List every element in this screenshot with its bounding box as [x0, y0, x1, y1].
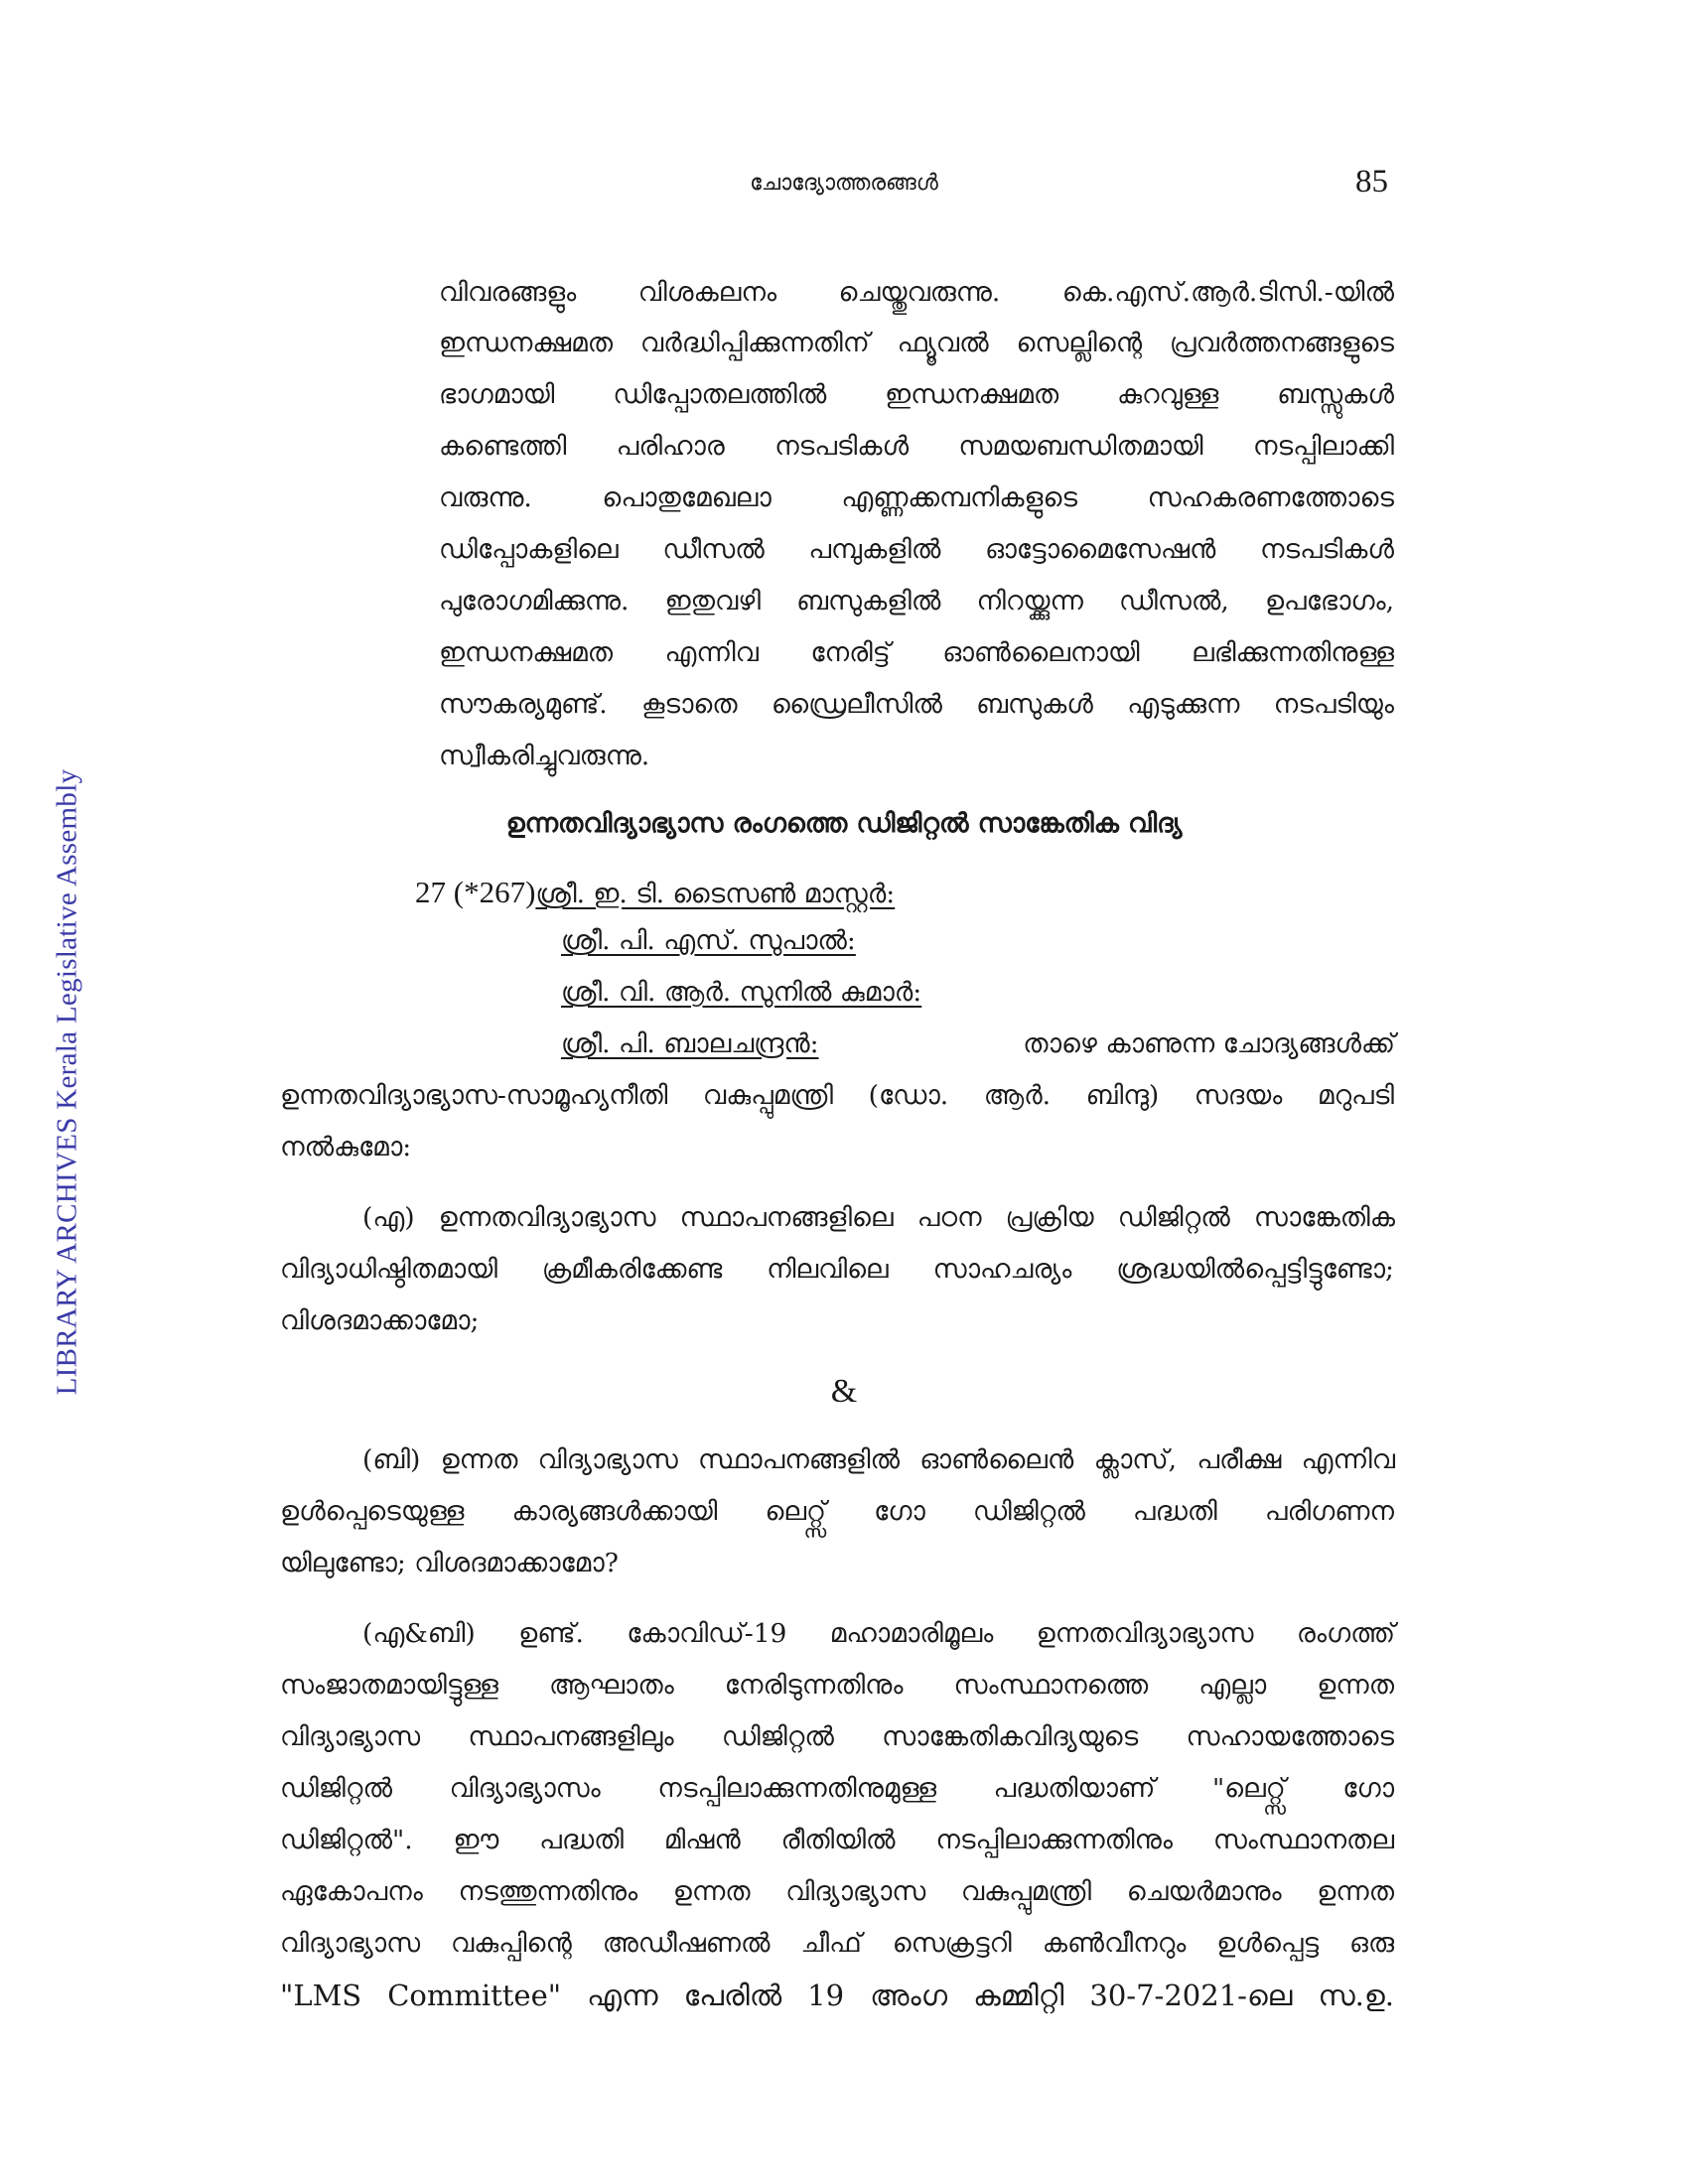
member-name: ശ്രീ. പി. ബാലചന്ദ്രൻ: — [561, 1028, 819, 1059]
text-line: ഉൾപ്പെടെയുള്ള കാര്യങ്ങൾക്കായി ലെറ്റ്സ് ഗോ ഡിജിറ്റൽ പദ്ധതി പരിഗണന — [280, 1496, 1394, 1527]
text-line: വിദ്യാഭ്യാസ വകുപ്പിന്റെ അഡീഷണൽ ചീഫ് സെക്രട്ടറി കൺവീനറും ഉൾപ്പെട്ട ഒരു — [280, 1928, 1394, 1959]
question-number — [415, 877, 895, 908]
text-line: കണ്ടെത്തി പരിഹാര നടപടികൾ സമയബന്ധിതമായി നടപ്പിലാക്കി — [439, 431, 1394, 462]
text-line: ഇന്ധനക്ഷമത വർദ്ധിപ്പിക്കുന്നതിന് ഫ്യൂവൽ സെല്ലിന്റെ പ്രവർത്തനങ്ങളുടെ — [439, 328, 1394, 358]
page-number: 85 — [1355, 164, 1388, 200]
text-line: ഭാഗമായി ഡിപ്പോതലത്തിൽ ഇന്ധനക്ഷമത കുറവുള്ള ബസ്സുകൾ — [439, 379, 1394, 410]
running-head: ചോദ്യോത്തരങ്ങൾ — [750, 171, 938, 196]
section-title: ഉന്നതവിദ്യാഭ്യാസ രംഗത്തെ ഡിജിറ്റൽ സാങ്കേതിക വിദ്യ — [505, 808, 1183, 839]
member-name: ശ്രീ. ഇ. ടി. ടൈസൺ മാസ്റ്റർ: — [535, 879, 896, 909]
archive-watermark-text: LIBRARY ARCHIVES Kerala Legislative Assembly — [51, 768, 83, 1396]
question-intro-line: നൽകുമോ: — [280, 1132, 412, 1162]
text-line: വിദ്യാധിഷ്ഠിതമായി ക്രമീകരിക്കേണ്ട നിലവിലെ സാഹചര്യം ശ്രദ്ധയിൽപ്പെട്ടിട്ടുണ്ടോ; — [280, 1254, 1394, 1285]
text-line: സ്വീകരിച്ചുവരുന്നു. — [439, 741, 650, 771]
text-line: (ബി) ഉന്നത വിദ്യാഭ്യാസ സ്ഥാപനങ്ങളിൽ ഓൺലൈൻ ക്ലാസ്, പരീക്ഷ എന്നിവ — [362, 1444, 1395, 1475]
question-intro-line: ഉന്നതവിദ്യാഭ്യാസ-സാമൂഹ്യനീതി വകുപ്പുമന്ത്രി (ഡോ. ആർ. ബിന്ദു) സദയം മറുപടി — [280, 1080, 1394, 1111]
text-line: ഡിജിറ്റൽ". ഈ പദ്ധതി മിഷൻ രീതിയിൽ നടപ്പിലാക്കുന്നതിനും സംസ്ഥാനതല — [280, 1825, 1394, 1855]
text-line: ഡിപ്പോകളിലെ ഡീസൽ പമ്പുകളിൽ ഓട്ടോമൈസേഷൻ നടപടികൾ — [439, 534, 1394, 565]
text-line: (എ) ഉന്നതവിദ്യാഭ്യാസ സ്ഥാപനങ്ങളിലെ പഠന പ്രക്രിയ ഡിജിറ്റൽ സാങ്കേതിക — [362, 1202, 1395, 1233]
member-name: ശ്രീ. പി. എസ്. സുപാൽ: — [561, 925, 856, 956]
member-line-last — [561, 1028, 1395, 1059]
question-intro-tail: താഴെ കാണുന്ന ചോദ്യങ്ങൾക്ക് — [1023, 1028, 1395, 1059]
text-line: ഏകോപനം നടത്തുന്നതിനും ഉന്നത വിദ്യാഭ്യാസ വകുപ്പുമന്ത്രി ചെയർമാനും ഉന്നത — [280, 1876, 1394, 1907]
text-line: സംജാതമായിട്ടുള്ള ആഘാതം നേരിടുന്നതിനും സംസ്ഥാനത്തെ എല്ലാ ഉന്നത — [280, 1670, 1394, 1701]
text-line: വിശദമാക്കാമോ; — [280, 1305, 480, 1336]
text-line: ഇന്ധനക്ഷമത എന്നിവ നേരിട്ട് ഓൺലൈനായി ലഭിക്കുന്നതിനുള്ള — [439, 637, 1394, 668]
question-number-text: 27 (*267) — [415, 875, 536, 909]
member-name: ശ്രീ. വി. ആർ. സുനിൽ കുമാർ: — [561, 977, 922, 1008]
text-line: വിദ്യാഭ്യാസ സ്ഥാപനങ്ങളിലും ഡിജിറ്റൽ സാങ്കേതികവിദ്യയുടെ സഹായത്തോടെ — [280, 1721, 1394, 1752]
text-line: സൗകര്യമുണ്ട്. കൂടാതെ ഡ്രൈലീസിൽ ബസുകൾ എടുക്കുന്ന നടപടിയും — [439, 689, 1394, 720]
text-line: യിലുണ്ടോ; വിശദമാക്കാമോ? — [280, 1548, 619, 1578]
ampersand-separator: & — [830, 1373, 858, 1410]
text-line: ഡിജിറ്റൽ വിദ്യാഭ്യാസം നടപ്പിലാക്കുന്നതിനുമുള്ള പദ്ധതിയാണ് "ലെറ്റ്സ് ഗോ — [280, 1773, 1394, 1804]
text-line: വിവരങ്ങളും വിശകലനം ചെയ്തുവരുന്നു. കെ.എസ്.ആർ.ടിസി.-യിൽ — [439, 277, 1394, 308]
text-line: (എ&ബി) ഉണ്ട്. കോവിഡ്-19 മഹാമാരിമൂലം ഉന്നതവിദ്യാഭ്യാസ രംഗത്ത് — [362, 1618, 1395, 1649]
text-line: പുരോഗമിക്കുന്നു. ഇതുവഴി ബസുകളിൽ നിറയ്ക്കുന്ന ഡീസൽ, ഉപഭോഗം, — [439, 586, 1394, 616]
text-line: വരുന്നു. പൊതുമേഖലാ എണ്ണക്കമ്പനികളുടെ സഹകരണത്തോടെ — [439, 482, 1394, 513]
archive-watermark — [38, 735, 97, 1430]
text-line: "LMS Committee" എന്ന പേരിൽ 19 അംഗ കമ്മിറ്റി 30-7-2021-ലെ സ.ഉ. — [280, 1979, 1394, 2012]
